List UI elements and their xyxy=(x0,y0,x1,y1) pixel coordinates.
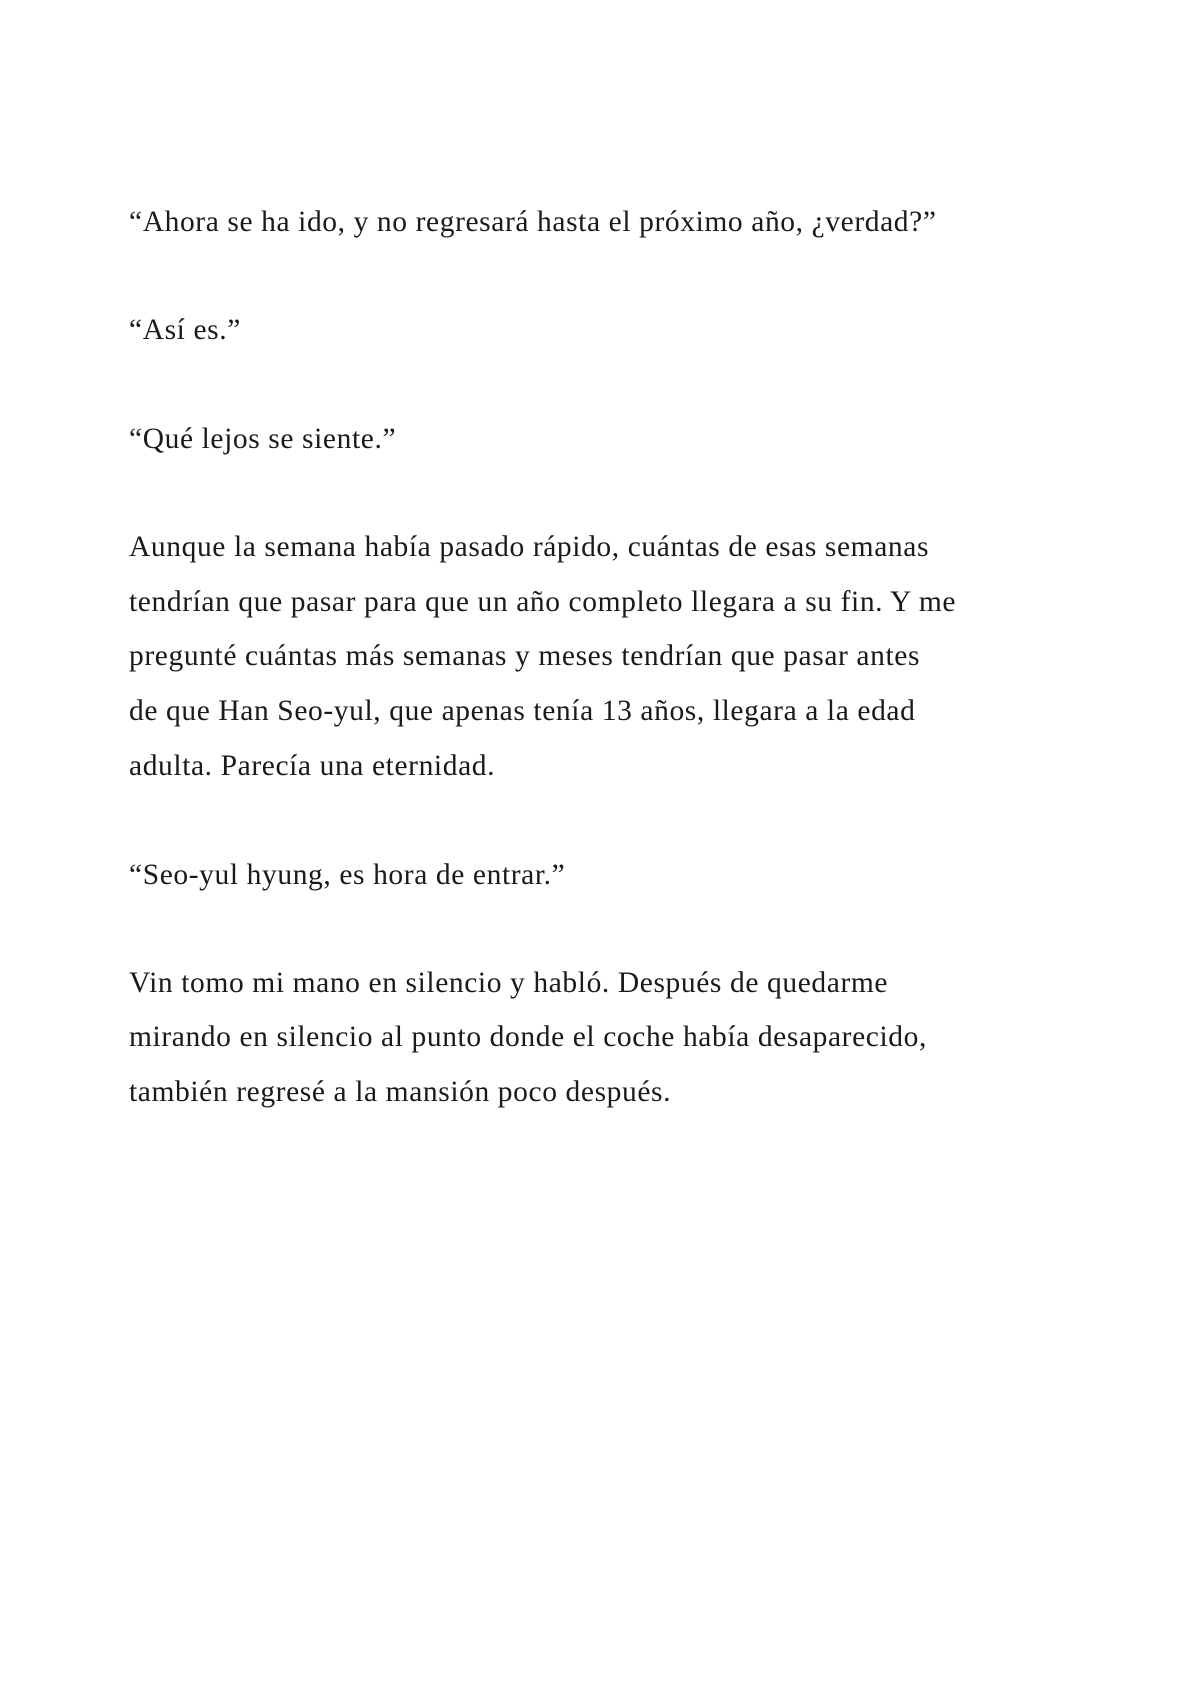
paragraph-line: mirando en silencio al punto donde el coche había desaparecido, xyxy=(129,1021,927,1053)
dialogue-line: “Seo-yul hyung, es hora de entrar.” xyxy=(129,859,566,891)
paragraph-line: Vin tomo mi mano en silencio y habló. Después de quedarme xyxy=(129,967,889,999)
dialogue-line: “Así es.” xyxy=(129,314,241,346)
dialogue-line: “Ahora se ha ido, y no regresará hasta el próximo año, ¿verdad?” xyxy=(129,206,937,238)
paragraph-line: adulta. Parecía una eternidad. xyxy=(129,750,496,782)
paragraph-line: Aunque la semana había pasado rápido, cuántas de esas semanas xyxy=(129,531,930,563)
paragraph-line: pregunté cuántas más semanas y meses tendrían que pasar antes xyxy=(129,640,921,672)
paragraph-line: tendrían que pasar para que un año completo llegara a su fin. Y me xyxy=(129,586,957,618)
paragraph-line: de que Han Seo-yul, que apenas tenía 13 años, llegara a la edad xyxy=(129,695,916,727)
paragraph-line: también regresé a la mansión poco después. xyxy=(129,1076,672,1108)
dialogue-line: “Qué lejos se siente.” xyxy=(129,423,397,455)
